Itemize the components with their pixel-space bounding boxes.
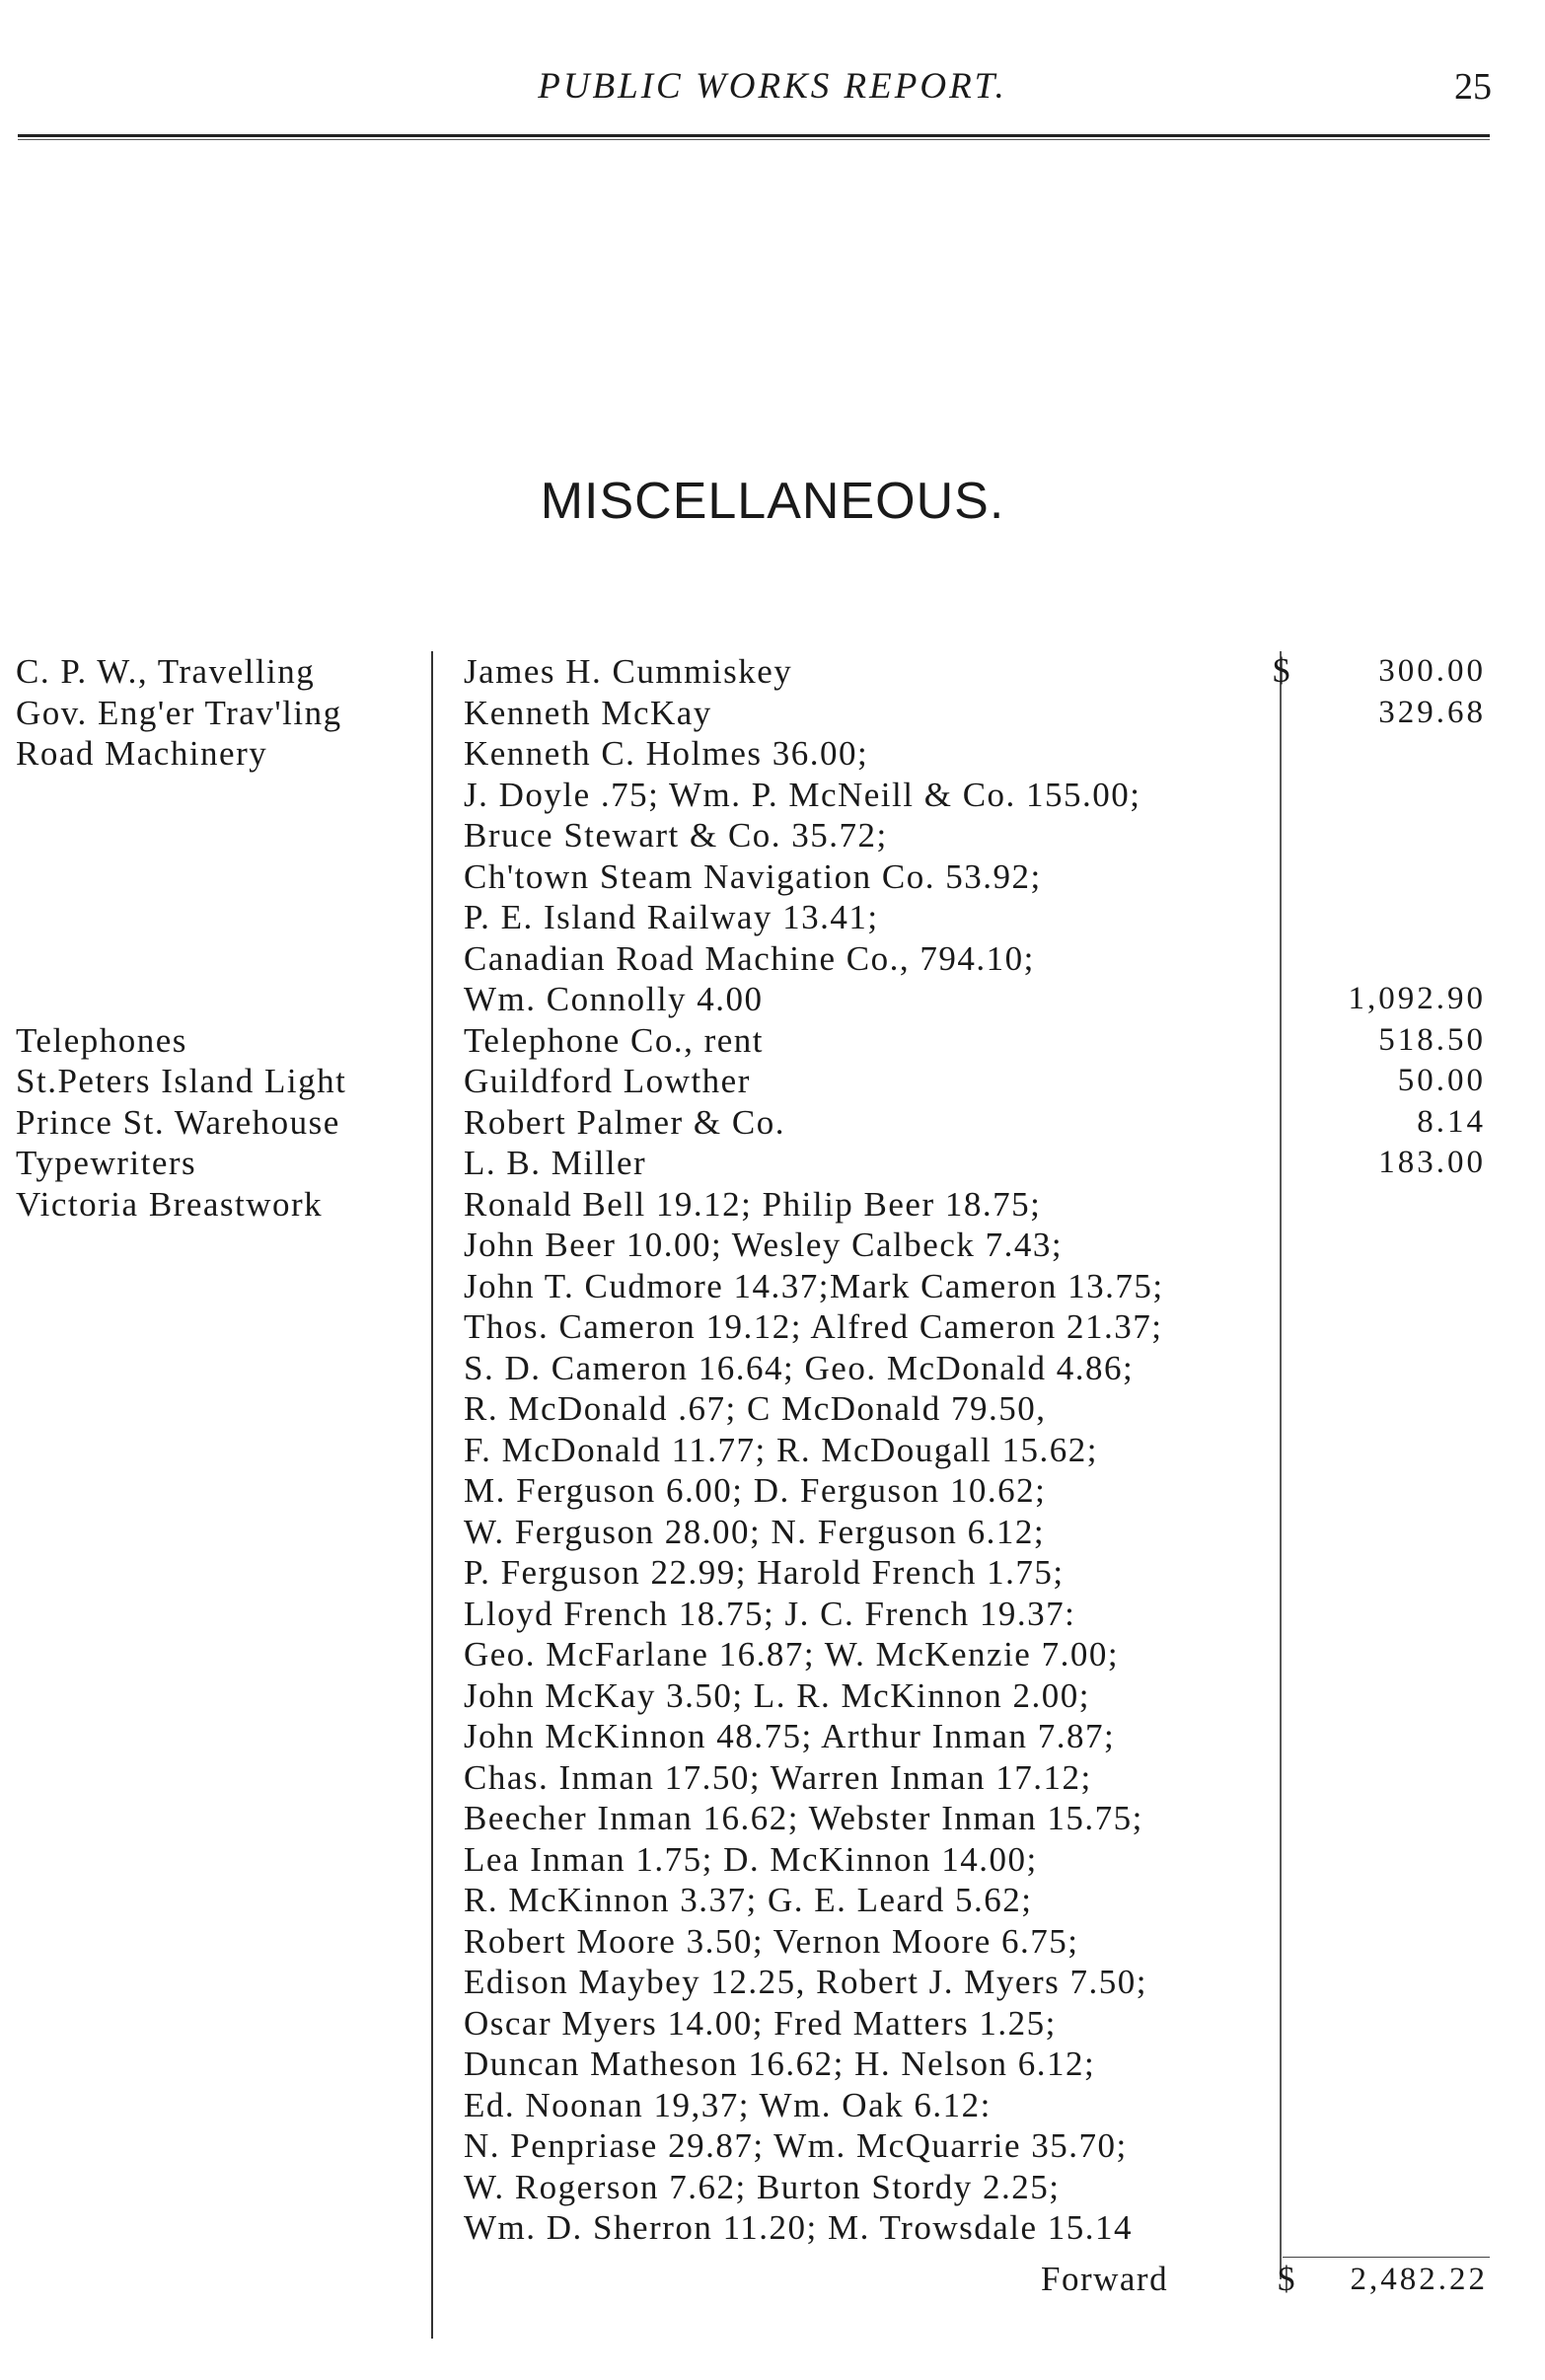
account-label: Typewriters: [16, 1144, 197, 1182]
payee-line: Thos. Cameron 19.12; Alfred Cameron 21.37;: [464, 1307, 1163, 1346]
account-label: C. P. W., Travelling: [16, 652, 316, 691]
account-label: Victoria Breastwork: [16, 1184, 324, 1224]
amount-column: [1269, 651, 1486, 1184]
payee-line: S. D. Cameron 16.64; Geo. McDonald 4.86;: [464, 1348, 1135, 1387]
page-number: 25: [1454, 66, 1492, 108]
payee-line: Edison Maybey 12.25, Robert J. Myers 7.50;: [464, 1963, 1147, 2001]
payee-line: Ch'town Steam Navigation Co. 53.92;: [464, 856, 1042, 896]
payee-line: Guildford Lowther: [464, 1062, 751, 1100]
forward-dollar-sign: $: [1278, 2260, 1296, 2298]
amount-value: [1269, 856, 1486, 898]
forward-row: [0, 2260, 1545, 2305]
amount-value: 300.00: [1378, 653, 1486, 689]
payee-line: Ed. Noonan 19,37; Wm. Oak 6.12:: [464, 2085, 992, 2124]
account-label: [16, 775, 430, 816]
amount-value: 518.50: [1378, 1021, 1486, 1058]
payee-line: P. E. Island Railway 13.41;: [464, 898, 879, 936]
header-rule-secondary: [18, 139, 1490, 140]
payee-line: Duncan Matheson 16.62; H. Nelson 6.12;: [464, 2045, 1096, 2083]
account-label: [16, 856, 430, 898]
payee-column: [464, 651, 1283, 2249]
amount-value: 183.00: [1378, 1145, 1486, 1180]
section-title: MISCELLANEOUS.: [540, 473, 1005, 530]
amount-value: [1269, 733, 1486, 775]
payee-line: R. McDonald .67; C McDonald 79.50,: [464, 1389, 1047, 1428]
amount-value: 8.14: [1417, 1103, 1486, 1140]
payee-line: Canadian Road Machine Co., 794.10;: [464, 938, 1035, 978]
payee-line: M. Ferguson 6.00; D. Ferguson 10.62;: [464, 1471, 1047, 1510]
forward-label: Forward: [1041, 2260, 1169, 2298]
payee-line: John McKinnon 48.75; Arthur Inman 7.87;: [464, 1717, 1116, 1755]
account-label: Prince St. Warehouse: [16, 1102, 340, 1142]
payee-line: W. Rogerson 7.62; Burton Stordy 2.25;: [464, 2167, 1061, 2206]
header-rule: [18, 134, 1490, 137]
amount-value: [1269, 815, 1486, 856]
payee-line: Oscar Myers 14.00; Fred Matters 1.25;: [464, 2003, 1057, 2043]
dollar-sign: $: [1273, 651, 1290, 690]
payee-line: John McKay 3.50; L. R. McKinnon 2.00;: [464, 1675, 1090, 1715]
payee-line: Lloyd French 18.75; J. C. French 19.37:: [464, 1594, 1076, 1633]
payee-line: John Beer 10.00; Wesley Calbeck 7.43;: [464, 1226, 1064, 1264]
payee-line: N. Penpriase 29.87; Wm. McQuarrie 35.70;: [464, 2126, 1128, 2165]
payee-line: Wm. Connolly 4.00: [464, 980, 764, 1018]
running-head: PUBLIC WORKS REPORT.: [538, 66, 1007, 107]
payee-line: Kenneth C. Holmes 36.00;: [464, 734, 869, 773]
payee-line: Bruce Stewart & Co. 35.72;: [464, 816, 888, 855]
account-label: St.Peters Island Light: [16, 1062, 347, 1100]
total-rule: [1283, 2257, 1490, 2258]
payee-line: Telephone Co., rent: [464, 1020, 765, 1060]
column-divider: [431, 651, 433, 2339]
account-column: [16, 651, 430, 1225]
payee-line: Beecher Inman 16.62; Webster Inman 15.75;: [464, 1799, 1143, 1837]
payee-line: Ronald Bell 19.12; Philip Beer 18.75;: [464, 1184, 1042, 1224]
amount-value: [1269, 938, 1486, 980]
account-label: Road Machinery: [16, 734, 268, 773]
payee-line: Chas. Inman 17.50; Warren Inman 17.12;: [464, 1757, 1092, 1797]
payee-line: Kenneth McKay: [464, 693, 712, 732]
payee-line: John T. Cudmore 14.37;Mark Cameron 13.75;: [464, 1266, 1164, 1305]
amount-value: [1269, 775, 1486, 816]
payee-line: Robert Palmer & Co.: [464, 1102, 785, 1142]
account-label: [16, 938, 430, 980]
payee-line: Wm. D. Sherron 11.20; M. Trowsdale 15.14: [464, 2208, 1134, 2247]
amount-value: 329.68: [1378, 694, 1486, 730]
payee-line: F. McDonald 11.77; R. McDougall 15.62;: [464, 1430, 1099, 1469]
account-label: Telephones: [16, 1020, 187, 1060]
forward-total: 2,482.22: [1350, 2262, 1488, 2297]
account-label: [16, 815, 430, 856]
amount-value: [1269, 897, 1486, 938]
payee-line: W. Ferguson 28.00; N. Ferguson 6.12;: [464, 1512, 1046, 1551]
amount-value: 50.00: [1397, 1063, 1486, 1098]
payee-line: L. B. Miller: [464, 1144, 647, 1182]
account-label: Gov. Eng'er Trav'ling: [16, 693, 342, 732]
payee-line: Lea Inman 1.75; D. McKinnon 14.00;: [464, 1839, 1038, 1879]
account-label: [16, 897, 430, 938]
payee-line: James H. Cummiskey: [464, 652, 793, 691]
payee-line: Robert Moore 3.50; Vernon Moore 6.75;: [464, 1921, 1079, 1961]
payee-line: J. Doyle .75; Wm. P. McNeill & Co. 155.00;: [464, 775, 1141, 814]
account-label: [16, 979, 430, 1020]
payee-line: Geo. McFarlane 16.87; W. McKenzie 7.00;: [464, 1635, 1120, 1673]
page-header: [0, 65, 1545, 114]
amount-value: 1,092.90: [1348, 981, 1486, 1016]
payee-line: P. Ferguson 22.99; Harold French 1.75;: [464, 1553, 1065, 1592]
payee-line: R. McKinnon 3.37; G. E. Leard 5.62;: [464, 1881, 1033, 1919]
